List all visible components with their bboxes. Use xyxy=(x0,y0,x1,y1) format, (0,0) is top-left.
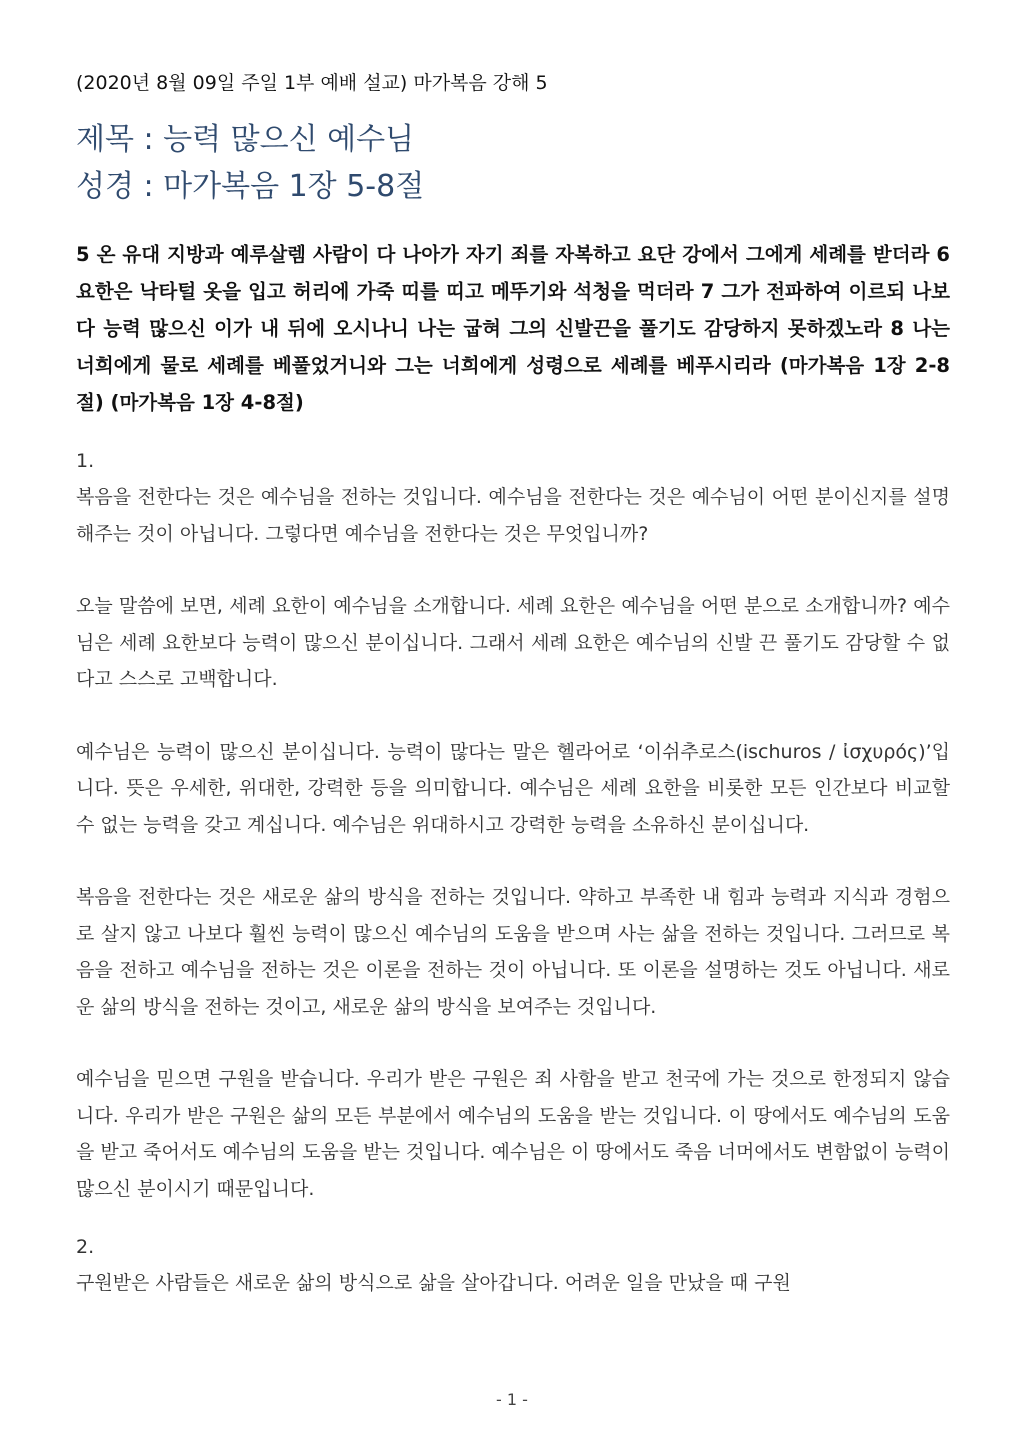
document-page xyxy=(76,64,950,1302)
sermon-header: (2020년 8월 09일 주일 1부 예배 설교) 마가복음 강해 5 xyxy=(76,72,548,94)
page-number: - 1 - xyxy=(496,1390,528,1409)
paragraph: 구원받은 사람들은 새로운 삶의 방식으로 삶을 살아갑니다. 어려운 일을 만났을 때 구원 xyxy=(76,1272,791,1294)
paragraph: 예수님은 능력이 많으신 분이십니다. 능력이 많다는 말은 헬라어로 ‘이쉬추로스(ischuros / ἰσχυρός)’입니다. 뜻은 우세한, 위대한, 강력한 등을 의미합니다. 예수님은 세례 요한을 비롯한 모든 인간보다 비교할 수 없는 능력을 갖고 계십니다. 예수님은 위대하시고 강력한 능력을 소유하신 분이십니다. xyxy=(76,740,950,836)
section-2 xyxy=(76,1229,950,1302)
section-1 xyxy=(76,443,950,1207)
section-number: 1. xyxy=(76,450,95,472)
scripture-reference: 성경 : 마가복음 1장 5-8절 xyxy=(76,169,425,204)
sermon-title: 제목 : 능력 많으신 예수님 xyxy=(76,122,415,157)
paragraph: 예수님을 믿으면 구원을 받습니다. 우리가 받은 구원은 죄 사함을 받고 천국에 가는 것으로 한정되지 않습니다. 우리가 받은 구원은 삶의 모든 부분에서 예수님의 도움을 받는 것입니다. 이 땅에서도 예수님의 도움을 받고 죽어서도 예수님의 도움을 받는 것입니다. 예수님은 이 땅에서도 죽음 너머에서도 변함없이 능력이 많으신 분이시기 때문입니다. xyxy=(76,1068,950,1200)
scripture-text: 5 온 유대 지방과 예루살렘 사람이 다 나아가 자기 죄를 자복하고 요단 강에서 그에게 세례를 받더라 6 요한은 낙타털 옷을 입고 허리에 가죽 띠를 띠고 메뚜기와 석청을 먹더라 7 그가 전파하여 이르되 나보다 능력 많으신 이가 내 뒤에 오시나니 나는 굽혀 그의 신발끈을 풀기도 감당하지 못하겠노라 8 나는 너희에게 물로 세례를 베풀었거니와 그는 너희에게 성령으로 세례를 베푸시리라 (마가복음 1장 2-8절) (마가복음 1장 4-8절) xyxy=(76,243,950,414)
title-block xyxy=(76,116,950,210)
paragraph: 오늘 말씀에 보면, 세례 요한이 예수님을 소개합니다. 세례 요한은 예수님을 어떤 분으로 소개합니까? 예수님은 세례 요한보다 능력이 많으신 분이십니다. 그래서 세례 요한은 예수님의 신발 끈 풀기도 감당할 수 없다고 스스로 고백합니다. xyxy=(76,595,950,690)
section-number: 2. xyxy=(76,1236,95,1258)
paragraph: 복음을 전한다는 것은 새로운 삶의 방식을 전하는 것입니다. 약하고 부족한 내 힘과 능력과 지식과 경험으로 살지 않고 나보다 훨씬 능력이 많으신 예수님의 도움을 받으며 사는 삶을 전하는 것입니다. 그러므로 복음을 전하고 예수님을 전하는 것은 이론을 전하는 것이 아닙니다. 또 이론을 설명하는 것도 아닙니다. 새로운 삶의 방식을 전하는 것이고, 새로운 삶의 방식을 보여주는 것입니다. xyxy=(76,886,950,1018)
paragraph: 복음을 전한다는 것은 예수님을 전하는 것입니다. 예수님을 전한다는 것은 예수님이 어떤 분이신지를 설명해주는 것이 아닙니다. 그렇다면 예수님을 전한다는 것은 무엇입니까? xyxy=(76,486,950,545)
